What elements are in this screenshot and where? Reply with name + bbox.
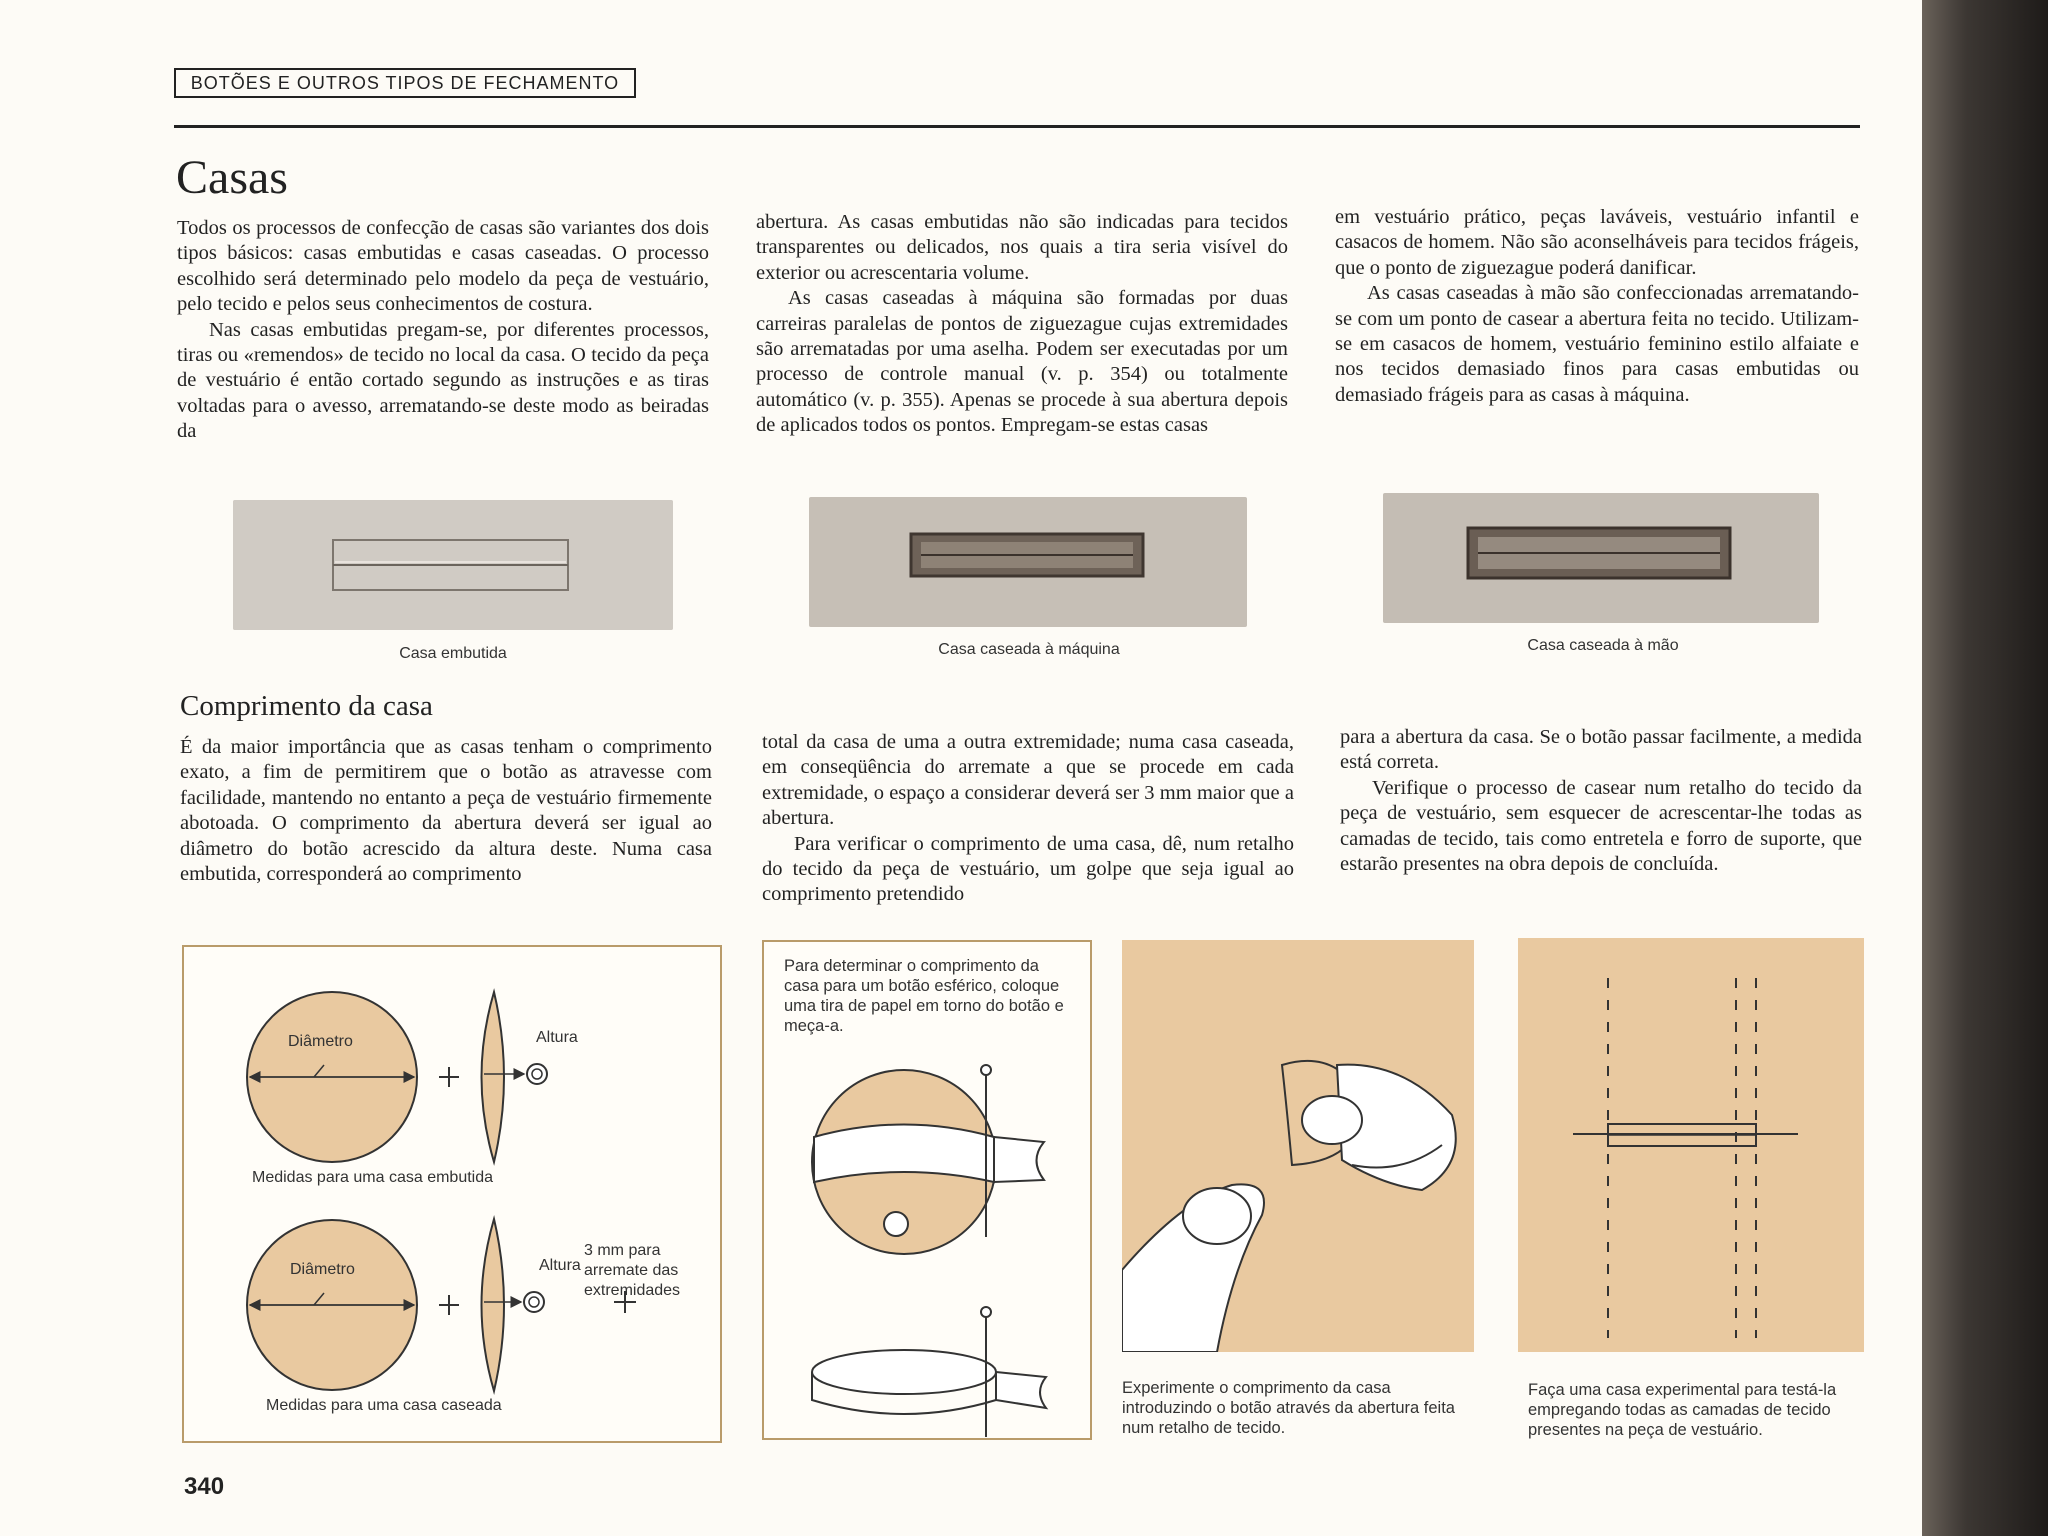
page-number: 340: [184, 1473, 225, 1500]
caption-measure-caseada: Medidas para uma casa caseada: [266, 1397, 502, 1414]
intro-paragraph: Todos os processos de confecção de casas são variantes dos dois tipos básicos: casas embutidas e casas caseadas. O processo escolhido será determinado pelo modelo da peça de vestuário, pelo tecido e pelos seus conhecimentos de costura.: [177, 217, 709, 316]
book-page-edge: [1922, 0, 2048, 1536]
body-column-3: [1340, 725, 1862, 877]
body-paragraph: total da casa de uma a outra extremidade; numa casa caseada, em conseqüência do arremate a que se procede em cada extremidade, o espaço a considerar deverá ser 3 mm maior que a abertura.: [762, 731, 1294, 830]
photo-casa-embutida: [233, 500, 673, 630]
label-altura: Altura: [539, 1257, 581, 1274]
paper-strip-text: Para determinar o comprimento da casa para um botão esférico, coloque uma tira de papel em torno do botão e meça-a.: [784, 957, 1064, 1035]
figure-paper-strip: [762, 940, 1092, 1440]
intro-paragraph: As casas caseadas à mão são confeccionadas arrematando-se com um ponto de casear a abertura feita no tecido. Utilizam-se em casacos de homem, vestuário feminino estilo alfaiate e nos tecidos demasiado finos para casas embutidas ou demasiado frágeis para as casas à máquina.: [1335, 282, 1859, 406]
intro-column-2: [756, 210, 1288, 439]
intro-column-1: [177, 216, 709, 445]
body-paragraph: É da maior importância que as casas tenham o comprimento exato, a fim de permitirem que o botão as atravesse com facilidade, mantendo no entanto a peça de vestuário firmemente abotoada. O comprimento da abertura deverá ser igual ao diâmetro do botão acrescido da altura deste. Numa casa embutida, corresponderá ao comprimento: [180, 736, 712, 886]
figure-measurements: [182, 945, 722, 1443]
body-column-1: [180, 735, 712, 887]
intro-column-3: [1335, 205, 1859, 408]
caption-casa-maquina: Casa caseada à máquina: [938, 641, 1120, 658]
page-title: Casas: [176, 151, 288, 204]
label-diametro: Diâmetro: [288, 1033, 353, 1050]
caption-measure-embutida: Medidas para uma casa embutida: [252, 1169, 494, 1186]
photo-casa-mao: [1383, 493, 1819, 623]
intro-paragraph: Nas casas embutidas pregam-se, por diferentes processos, tiras ou «remendos» de tecido no local da casa. O tecido da peça de vestuário é então cortado segundo as instruções e as tiras voltadas para o avesso, arrematando-se deste modo as beiradas da: [177, 318, 709, 443]
intro-paragraph: As casas caseadas à máquina são formadas por duas carreiras paralelas de pontos de ziguezague cujas extremidades são arrematadas por uma aselha. Podem ser executadas por um processo de controle manual (v. p. 354) ou totalmente automático (v. p. 355). Apenas se procede à sua abertura depois de aplicados todos os pontos. Empregam-se estas casas: [756, 287, 1288, 437]
intro-paragraph: abertura. As casas embutidas não são indicadas para tecidos transparentes ou delicados, nos quais a tira seria visível do exterior ou acrescentaria volume.: [756, 211, 1288, 284]
label-altura: Altura: [536, 1029, 578, 1046]
figure-test-layers: [1518, 938, 1864, 1352]
intro-paragraph: em vestuário prático, peças laváveis, vestuário infantil e casacos de homem. Não são aconselháveis para tecidos frágeis, que o ponto de ziguezague poderá danificar.: [1335, 206, 1859, 279]
body-column-2: [762, 730, 1294, 908]
section-subtitle: Comprimento da casa: [180, 690, 433, 722]
body-paragraph: Para verificar o comprimento de uma casa, dê, num retalho do tecido da peça de vestuário, um golpe que seja igual ao comprimento pretendido: [762, 832, 1294, 906]
caption-casa-embutida: Casa embutida: [399, 645, 507, 662]
photo-casa-maquina: [809, 497, 1247, 627]
label-3mm: 3 mm para arremate das extremidades: [584, 1242, 681, 1299]
body-paragraph: Verifique o processo de casear num retalho do tecido da peça de vestuário, sem esquecer de acrescentar-lhe todas as camadas de tecido, tais como entretela e forro de suporte, que estarão presentes na obra depois de concluída.: [1340, 776, 1862, 876]
header-rule: [174, 125, 1860, 128]
label-diametro: Diâmetro: [290, 1261, 355, 1278]
figure-test-buttonhole: [1122, 940, 1474, 1352]
caption-test-buttonhole: Experimente o comprimento da casa introduzindo o botão através da abertura feita num retalho de tecido.: [1122, 1379, 1455, 1437]
caption-test-layers: Faça uma casa experimental para testá-la empregando todas as camadas de tecido presentes na peça de vestuário.: [1528, 1381, 1837, 1439]
section-header: BOTÕES E OUTROS TIPOS DE FECHAMENTO: [174, 68, 636, 98]
caption-casa-mao: Casa caseada à mão: [1527, 637, 1679, 654]
body-paragraph: para a abertura da casa. Se o botão passar facilmente, a medida está correta.: [1340, 726, 1862, 774]
